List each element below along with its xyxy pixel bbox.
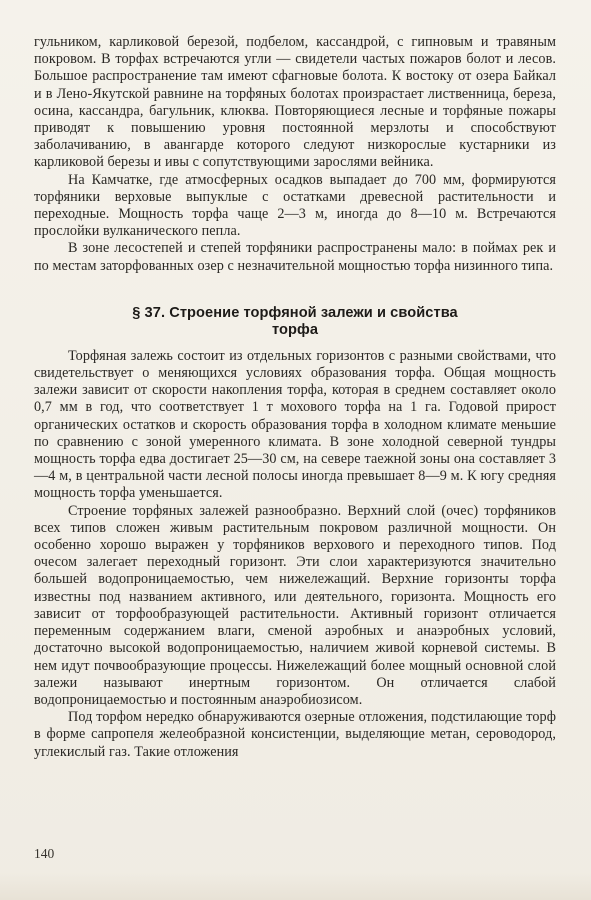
section-heading-line1: § 37. Строение торфяной залежи и свойства xyxy=(132,304,458,321)
page-bottom-shade xyxy=(0,872,591,900)
section-heading-line2: торфа xyxy=(271,322,319,339)
paragraph-siberia-vegetation: гульником, карликовой березой, подбелом, кассандрой, с гипновым и травяным покровом. В торфах встречаются угли — свидетели частых пожаров болот и лесов. Большое распространение там имеют сфагновые болота. К востоку от озера Байкал и в Лено-Якутской равнине на торфяных болотах произрастает лиственница, береза, осина, кассандра, багульник, клюква. Повторяющиеся лесные и торфяные пожары приводят к повышению уровня постоянной мерзлоты и способствуют заболачиванию, в авангарде которого следуют низкорослые кустарники из карликовой березы и ивы с сопутствующими зарослями вейника. xyxy=(34,34,556,171)
paragraph-peat-deposit: Торфяная залежь состоит из отдельных горизонтов с разными свойствами, что свидетельствует о меняющихся условиях образования торфа. Общая мощность залежи зависит от скорости накопления торфа, которая в среднем составляет около 0,7 мм в год, что соответствует 1 т мохового торфа на 1 га. Годовой прирост органических остатков и скорость образования торфа в холодном климате меньшие по сравнению с зоной умеренного климата. В зоне холодной северной тундры мощность торфа едва достигает 25—30 см, на севере таежной зоны она составляет 3—4 м, в центральной части лесной полосы иногда превышает 8—9 м. К югу средняя мощность торфа уменьшается. xyxy=(34,347,556,502)
page-number: 140 xyxy=(34,846,55,861)
section-heading xyxy=(34,305,556,340)
paragraph-kamchatka: На Камчатке, где атмосферных осадков выпадает до 700 мм, формируются торфяники верховые выпуклые с остатками древесной растительности и переходные. Мощность торфа чаще 2—3 м, иногда до 8—10 м. Встречаются прослойки вулканического пепла. xyxy=(34,171,556,240)
paragraph-underlying-deposits: Под торфом нередко обнаруживаются озерные отложения, подстилающие торф в форме сапропеля желеобразной консистенции, выделяющие метан, сероводород, углекислый газ. Такие отложения xyxy=(34,709,556,760)
page-text-column xyxy=(34,34,556,761)
paragraph-forest-steppe: В зоне лесостепей и степей торфяники распространены мало: в поймах рек и по местам заторфованных озер с незначительной мощностью торфа низинного типа. xyxy=(34,240,556,274)
paragraph-deposit-structure: Строение торфяных залежей разнообразно. Верхний слой (очес) торфяников всех типов сложен живым растительным покровом различной мощности. Он особенно хорошо выражен у торфяников верхового и переходного типов. Под очесом залегает переходный горизонт. Эти слои характеризуются значительно большей водопроницаемостью, чем нижележащий. Верхние горизонты торфа известны под названием активного, или деятельного, горизонта. Мощность его зависит от торфообразующей растительности. Активный горизонт отличается переменным содержанием влаги, сменой аэробных и анаэробных условий, достаточно высокой водопроницаемостью, наличием живой корневой системы. В нем идут почвообразующие процессы. Нижележащий более мощный основной слой залежи называют инертным горизонтом. Он отличается слабой водопроницаемостью и постоянным анаэробиозисом. xyxy=(34,502,556,708)
